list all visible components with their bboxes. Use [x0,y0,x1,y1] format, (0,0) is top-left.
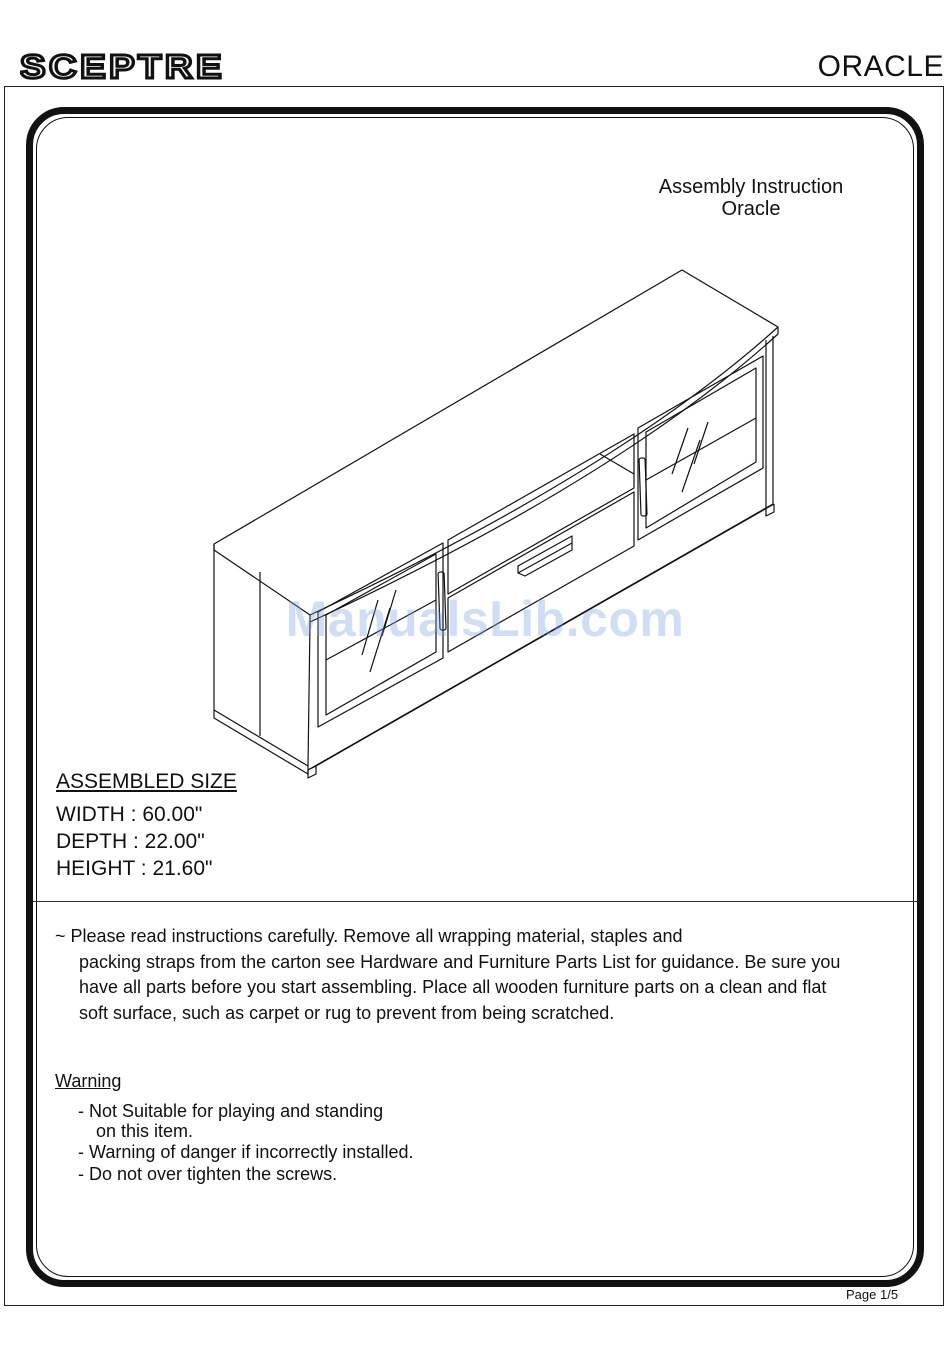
depth-value: DEPTH : 22.00" [56,830,205,853]
instructions-continuation: packing straps from the carton see Hardware and Furniture Parts List for guidance. Be sure you have all parts before you start assembling. Place all wooden furniture parts on a clean and flat soft surface, such as carpet or rug to prevent from being scratched. [79,951,841,1023]
document-title [630,176,872,220]
warning-item-3: - Do not over tighten the screws. [78,1164,338,1184]
instructions-first-line: ~ Please read instructions carefully. Remove all wrapping material, staples and [55,926,683,946]
warning-item-1: - Not Suitable for playing and standing [78,1101,384,1121]
title-line-1: Assembly Instruction [658,176,844,198]
tv-stand-illustration [200,260,800,780]
watermark: ManualsLib.com [285,591,685,647]
model-name: ORACLE [817,50,944,83]
warning-item-2: - Warning of danger if incorrectly installed. [78,1142,414,1162]
warning-item-1-cont: on this item. [96,1121,194,1141]
brand-logo-text: SCEPTRE [20,50,226,84]
section-divider [33,901,917,902]
sceptre-logo [20,50,230,84]
assembled-size-heading: ASSEMBLED SIZE [56,770,237,793]
width-value: WIDTH : 60.00" [56,803,203,826]
instructions-paragraph [55,924,845,1026]
title-line-2: Oracle [721,198,781,220]
warning-heading: Warning [55,1071,122,1091]
height-value: HEIGHT : 21.60" [56,857,213,880]
page-number: Page 1/5 [846,1287,899,1302]
